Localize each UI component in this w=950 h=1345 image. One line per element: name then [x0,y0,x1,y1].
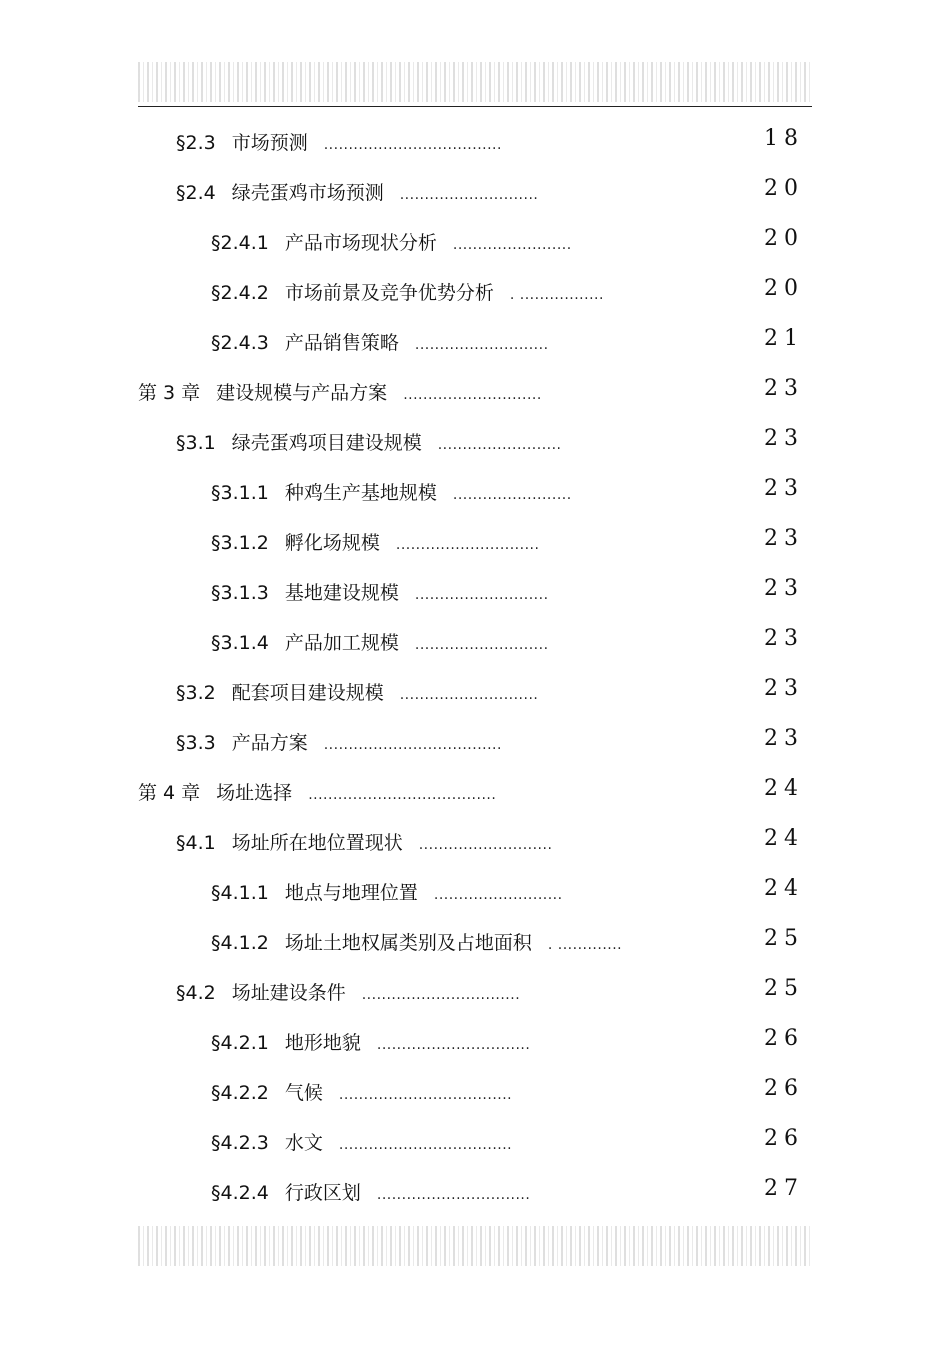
toc-entry-label [176,678,538,705]
toc-entry-label [211,578,549,605]
page-number: 24 [764,826,804,851]
dot-leader: ............................. [395,537,540,553]
toc-entry-label [211,328,549,355]
toc-entry[interactable] [0,416,950,466]
section-title: 绿壳蛋鸡市场预测 [231,182,384,204]
page-number: 27 [764,1176,804,1201]
toc-entry-label [211,1028,530,1055]
toc-entry-label [138,778,496,805]
header-watermark-band [138,62,812,102]
toc-entry[interactable] [0,266,950,316]
dot-leader: ................................... [338,1137,513,1153]
section-number: §4.1.1 [211,882,269,904]
toc-entry-label [211,1078,512,1105]
toc-entry[interactable] [0,1166,950,1216]
section-title: 场址土地权属类别及占地面积 [284,932,532,954]
toc-entry[interactable] [0,516,950,566]
toc-entry-label [211,1128,512,1155]
toc-entry-label [211,478,572,505]
page-number: 23 [764,726,804,751]
section-number: §3.2 [176,682,216,704]
page-number: 20 [764,276,804,301]
dot-leader: ................................... [338,1087,513,1103]
section-number: §3.1 [176,432,216,454]
page-number: 26 [764,1126,804,1151]
section-number: §2.3 [176,132,216,154]
section-number: §2.4 [176,182,216,204]
section-number: §3.1.4 [211,632,269,654]
section-title: 水文 [284,1132,323,1154]
page-number: 23 [764,576,804,601]
dot-leader: .......................... [433,887,563,903]
toc-entry-label [176,828,552,855]
section-title: 配套项目建设规模 [231,682,384,704]
section-number: §4.2.1 [211,1032,269,1054]
section-title: 产品加工规模 [284,632,399,654]
toc-entry[interactable] [0,466,950,516]
toc-entry[interactable] [0,1066,950,1116]
dot-leader: ........................... [418,837,553,853]
dot-leader: ............................... [376,1187,531,1203]
section-title: 产品销售策略 [284,332,399,354]
toc-entry-label [176,978,520,1005]
page-number: 25 [764,976,804,1001]
section-number: §4.2.3 [211,1132,269,1154]
page-number: 21 [764,326,804,351]
toc-entry-label [176,728,502,755]
section-title: 行政区划 [284,1182,361,1204]
toc-entry[interactable] [0,566,950,616]
section-number: §2.4.2 [211,282,269,304]
page-number: 23 [764,376,804,401]
page-number: 23 [764,676,804,701]
section-title: 种鸡生产基地规模 [284,482,437,504]
page-number: 23 [764,526,804,551]
toc-entry-label [211,228,572,255]
page-number: 25 [764,926,804,951]
page-number: 23 [764,426,804,451]
section-number: §2.4.3 [211,332,269,354]
toc-entry[interactable] [0,666,950,716]
toc-entry[interactable] [0,716,950,766]
dot-leader: . ............. [547,937,623,953]
dot-leader: ............................... [376,1037,531,1053]
toc-entry-label [211,628,549,655]
toc-entry-label [176,428,562,455]
page-number: 26 [764,1026,804,1051]
section-title: 场址所在地位置现状 [231,832,403,854]
toc-entry-label [138,378,542,405]
toc-entry[interactable] [0,366,950,416]
dot-leader: ............................ [399,687,539,703]
dot-leader: ......................... [437,437,562,453]
page-number: 20 [764,226,804,251]
page-number: 26 [764,1076,804,1101]
section-title: 气候 [284,1082,323,1104]
dot-leader: .................................... [323,137,502,153]
section-title: 市场预测 [231,132,308,154]
page-number: 20 [764,176,804,201]
dot-leader: ........................... [414,637,549,653]
toc-entry[interactable] [0,1016,950,1066]
section-number: §3.3 [176,732,216,754]
section-number: 第 3 章 [138,382,201,404]
page-number: 23 [764,476,804,501]
dot-leader: ...................................... [308,787,497,803]
dot-leader: ........................... [414,337,549,353]
toc-entry[interactable] [0,866,950,916]
toc-entry[interactable] [0,116,950,166]
toc-entry-label [211,528,539,555]
section-title: 建设规模与产品方案 [216,382,388,404]
section-number: §4.2.4 [211,1182,269,1204]
page-number: 18 [764,126,804,151]
toc-entry[interactable] [0,316,950,366]
dot-leader: ............................ [399,187,539,203]
section-number: §3.1.1 [211,482,269,504]
section-title: 产品市场现状分析 [284,232,437,254]
section-number: §4.1 [176,832,216,854]
toc-entry[interactable] [0,166,950,216]
dot-leader: ........................... [414,587,549,603]
dot-leader: . ................. [509,287,604,303]
section-title: 场址选择 [216,782,293,804]
dot-leader: ............................ [403,387,542,403]
toc-entry-label [176,178,538,205]
section-title: 地形地貌 [284,1032,361,1054]
section-number: §4.2 [176,982,216,1004]
section-number: §4.1.2 [211,932,269,954]
section-title: 孵化场规模 [284,532,380,554]
toc-entry-label [211,278,604,305]
page-number: 24 [764,876,804,901]
section-title: 基地建设规模 [284,582,399,604]
toc-entry-label [176,128,502,155]
toc-entry[interactable] [0,616,950,666]
page-number: 23 [764,626,804,651]
section-title: 场址建设条件 [231,982,346,1004]
toc-entry[interactable] [0,966,950,1016]
toc-entry-label [211,878,563,905]
dot-leader: ................................ [361,987,521,1003]
toc-entry[interactable] [0,766,950,816]
toc-entry[interactable] [0,916,950,966]
dot-leader: .................................... [323,737,502,753]
table-of-contents [0,116,950,1216]
toc-entry-label [211,1178,530,1205]
toc-entry[interactable] [0,216,950,266]
section-number: 第 4 章 [138,782,201,804]
footer-watermark-band [138,1226,812,1266]
section-title: 市场前景及竞争优势分析 [284,282,494,304]
dot-leader: ........................ [452,487,572,503]
toc-entry-label [211,928,622,955]
toc-entry[interactable] [0,1116,950,1166]
section-number: §2.4.1 [211,232,269,254]
section-number: §4.2.2 [211,1082,269,1104]
section-number: §3.1.3 [211,582,269,604]
section-title: 地点与地理位置 [284,882,418,904]
section-number: §3.1.2 [211,532,269,554]
dot-leader: ........................ [452,237,572,253]
header-rule [138,106,812,107]
section-title: 产品方案 [231,732,308,754]
toc-entry[interactable] [0,816,950,866]
section-title: 绿壳蛋鸡项目建设规模 [231,432,422,454]
page-number: 24 [764,776,804,801]
